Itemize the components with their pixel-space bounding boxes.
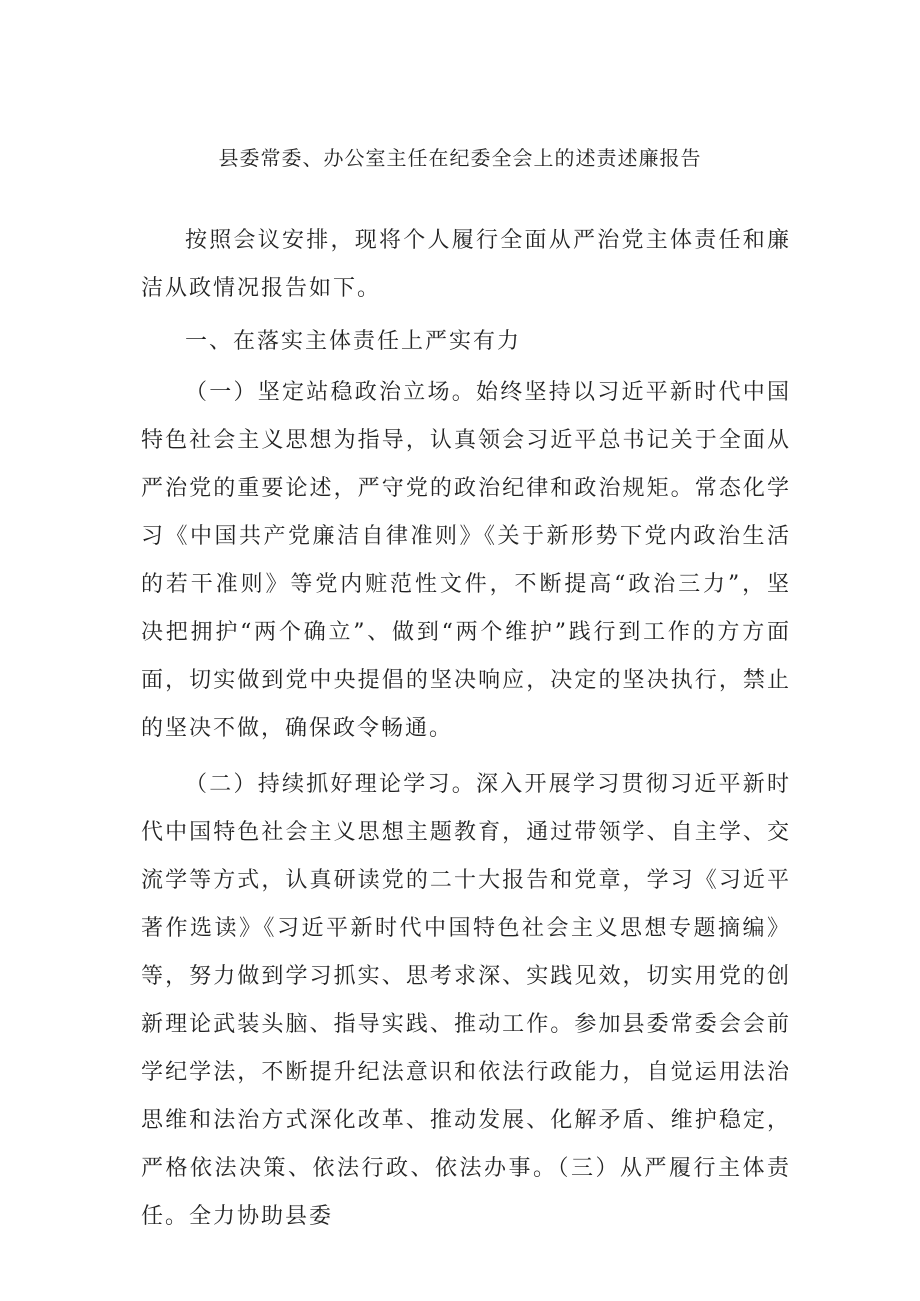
paragraph-item-2: （二）持续抓好理论学习。深入开展学习贯彻习近平新时代中国特色社会主义思想主题教育，通过带领学、自主学、交流学等方式，认真研读党的二十大报告和党章，学习《习近平著作选读》《习近平新时代中国特色社会主义思想专题摘编》等，努力做到学习抓实、思考求深、实践见效，切实用党的创新理论武装头脑、指导实践、推动工作。参加县委常委会会前学纪学法，不断提升纪法意识和依法行政能力，自觉运用法治思维和法治方式深化改革、推动发展、化解矛盾、维护稳定，严格依法决策、依法行政、依法办事。（三）从严履行主体责任。全力协助县委	[141, 772, 791, 1229]
document-body	[141, 217, 791, 1241]
document-title: 县委常委、办公室主任在纪委全会上的述责述廉报告	[218, 146, 702, 170]
paragraph-item-1: （一）坚定站稳政治立场。始终坚持以习近平新时代中国特色社会主义思想为指导，认真领会习近平总书记关于全面从严治党的重要论述，严守党的政治纪律和政治规矩。常态化学习《中国共产党廉洁自律准则》《关于新形势下党内政治生活的若干准则》等党内赃范性文件，不断提高“政治三力”，坚决把拥护“两个确立”、做到“两个维护”践行到工作的方方面面，切实做到党中央提倡的坚决响应，决定的坚决执行，禁止的坚决不做，确保政令畅通。	[141, 380, 791, 741]
section-heading-1: 一、在落实主体责任上严实有力	[185, 329, 522, 354]
intro-paragraph: 按照会议安排，现将个人履行全面从严治党主体责任和廉洁从政情况报告如下。	[141, 228, 791, 301]
